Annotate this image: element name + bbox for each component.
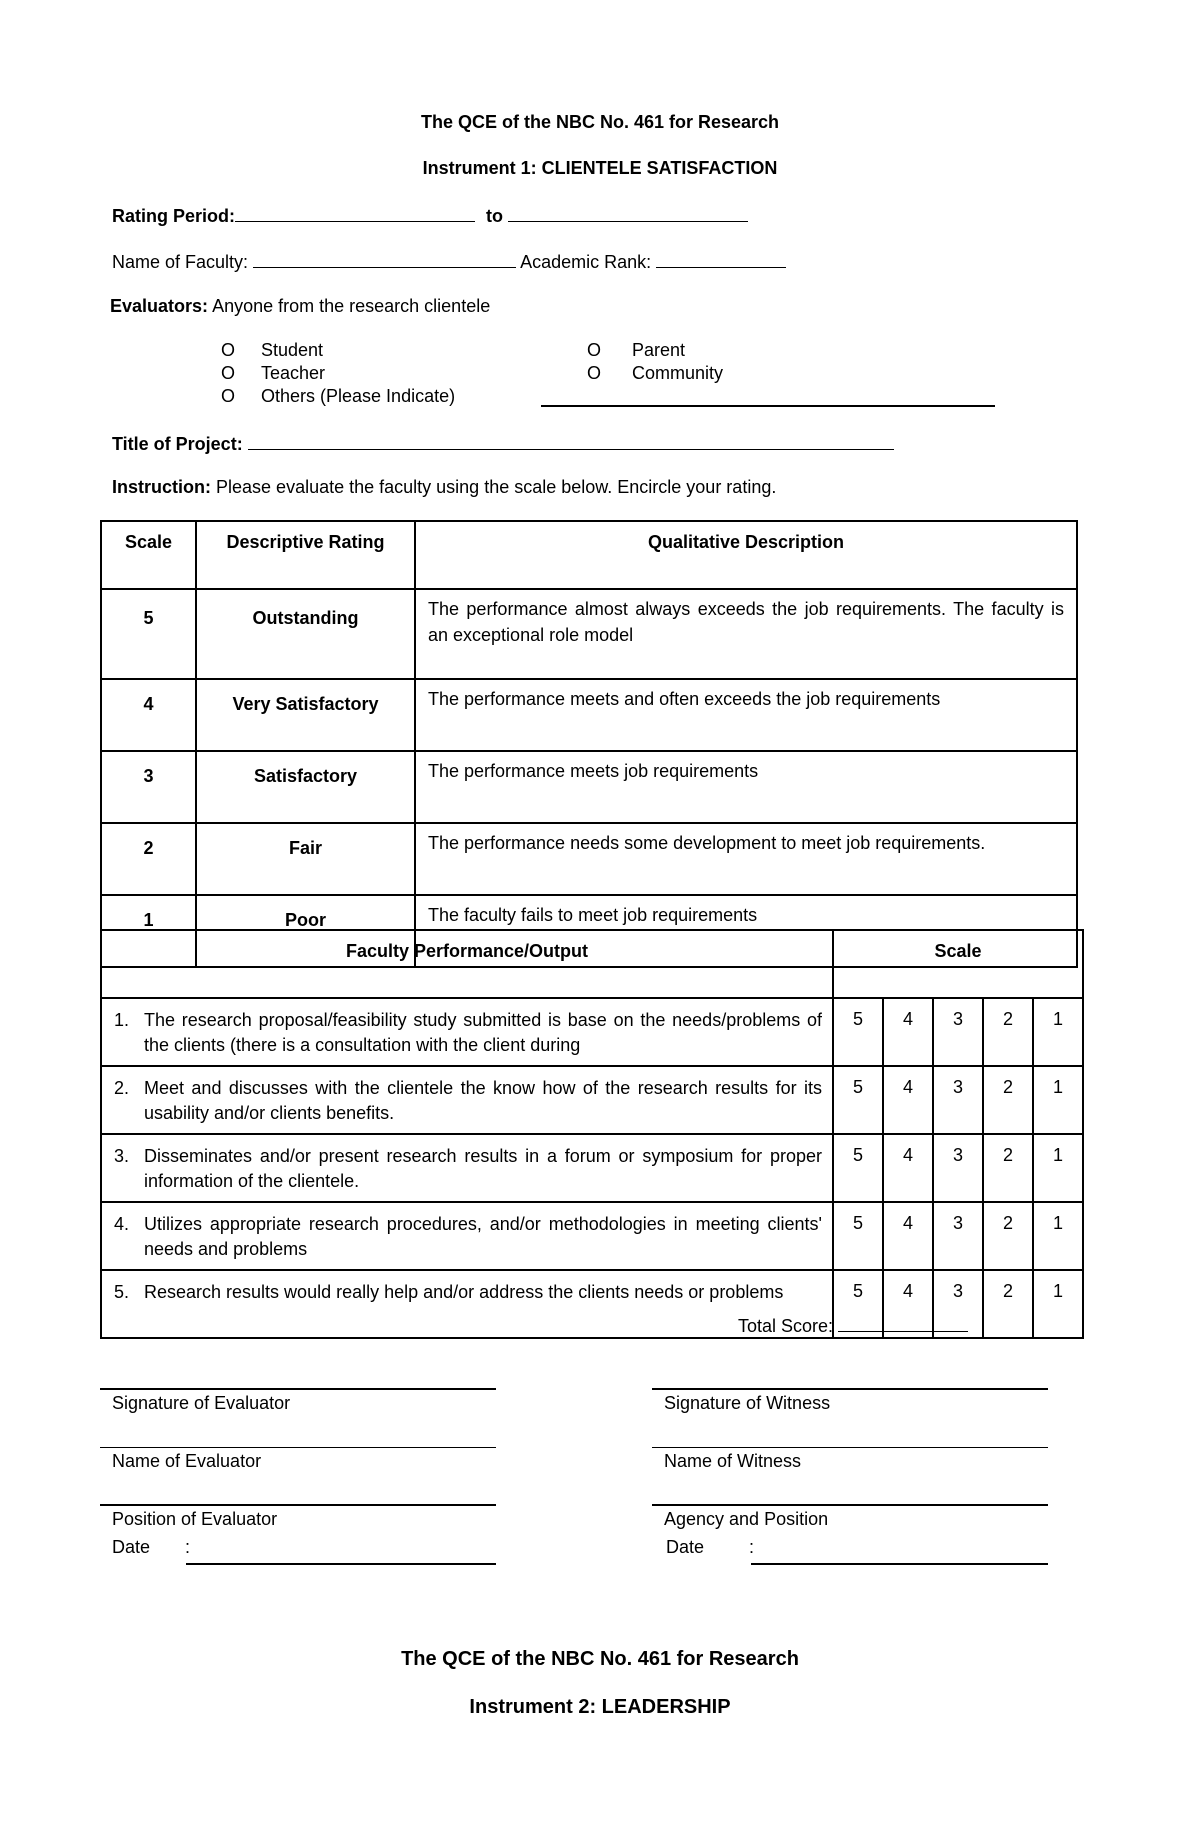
table-row: 2 Fair The performance needs some development to meet job requirements. [101,823,1077,895]
others-indicate-field[interactable] [541,405,995,407]
table-row: 4 Very Satisfactory The performance meets and often exceeds the job requirements [101,679,1077,751]
rating-option-1[interactable]: 1 [1033,1270,1083,1338]
table-row: 5 Outstanding The performance almost always exceeds the job requirements. The faculty is an exceptional role model [101,589,1077,679]
faculty-name-label: Name of Faculty: [112,252,249,272]
rating-scale-header-row [101,521,1077,589]
option-parent[interactable]: O Parent [587,340,686,360]
radio-marker[interactable]: O [587,363,602,383]
evaluators-label: Evaluators: [110,296,209,316]
date-witness-label: Date [666,1537,705,1557]
table-row: 1 Poor The faculty fails to meet job requirements [101,895,1077,967]
witness-signature-line[interactable] [652,1388,1048,1390]
table-row: 5. Research results would really help and/or address the clients needs or problems 5 4 3 2 1 [101,1270,1083,1338]
option-others[interactable]: O Others (Please Indicate) [221,386,456,406]
rating-option-1[interactable]: 1 [1033,998,1083,1066]
rating-period-to-label: to [486,206,504,226]
signature-witness-label: Signature of Witness [664,1393,831,1413]
header-descriptive-rating: Descriptive Rating [196,521,415,589]
rating-option-2[interactable]: 2 [983,1202,1033,1270]
form-title: The QCE of the NBC No. 461 for Research [420,112,780,132]
radio-marker[interactable]: O [221,340,236,360]
radio-marker[interactable]: O [221,386,236,406]
instrument-title: Instrument 1: CLIENTELE SATISFACTION [422,158,778,178]
rating-option-2[interactable]: 2 [983,1270,1033,1338]
evaluator-date-line[interactable] [186,1563,496,1565]
option-community[interactable]: O Community [587,363,724,383]
academic-rank-label: Academic Rank: [520,252,652,272]
next-instrument-title: Instrument 2: LEADERSHIP [469,1696,731,1718]
total-score-field[interactable] [838,1313,968,1332]
academic-rank-field[interactable] [656,249,786,268]
rating-option-5[interactable]: 5 [833,1134,883,1202]
radio-marker[interactable]: O [587,340,602,360]
next-form-title: The QCE of the NBC No. 461 for Research [401,1648,799,1670]
rating-period-row [112,203,748,227]
evaluator-name-line[interactable] [100,1447,496,1448]
position-evaluator-label: Position of Evaluator [112,1509,278,1529]
rating-option-4[interactable]: 4 [883,1270,933,1338]
instruction-text: Please evaluate the faculty using the scale below. Encircle your rating. [216,477,777,497]
header-qualitative-description: Qualitative Description [415,521,1077,589]
name-evaluator-label: Name of Evaluator [112,1451,262,1471]
date-witness-colon: : [749,1537,755,1557]
total-score-row [738,1313,968,1337]
instruction-label: Instruction: [112,477,211,497]
signature-evaluator-label: Signature of Evaluator [112,1393,291,1413]
rating-option-2[interactable]: 2 [983,1134,1033,1202]
radio-marker[interactable]: O [221,363,236,383]
rating-option-2[interactable]: 2 [983,1066,1033,1134]
option-student[interactable]: O Student [221,340,324,360]
rating-option-3[interactable]: 3 [933,998,983,1066]
performance-table [100,929,1084,1339]
evaluator-signature-line[interactable] [100,1388,496,1390]
rating-option-5[interactable]: 5 [833,1202,883,1270]
total-score-label: Total Score: [738,1316,834,1336]
rating-option-3[interactable]: 3 [933,1270,983,1338]
witness-date-line[interactable] [751,1563,1048,1565]
rating-option-1[interactable]: 1 [1033,1066,1083,1134]
header-scale: Scale [101,521,196,589]
rating-option-4[interactable]: 4 [883,998,933,1066]
witness-name-line[interactable] [652,1447,1048,1448]
table-row: 4. Utilizes appropriate research procedures, and/or methodologies in meeting clients' needs and problems 5 4 3 2 1 [101,1202,1083,1270]
rating-option-5[interactable]: 5 [833,1270,883,1338]
rating-option-1[interactable]: 1 [1033,1134,1083,1202]
rating-option-4[interactable]: 4 [883,1202,933,1270]
project-label: Title of Project: [112,434,243,454]
performance-header-row [101,930,1083,998]
rating-period-label: Rating Period: [112,206,236,226]
rating-scale-table [100,520,1078,968]
date-evaluator-colon: : [185,1537,191,1557]
evaluator-position-line[interactable] [100,1504,496,1506]
witness-agency-line[interactable] [652,1504,1048,1506]
rating-option-4[interactable]: 4 [883,1134,933,1202]
evaluators-row [110,296,490,317]
rating-option-3[interactable]: 3 [933,1202,983,1270]
rating-option-4[interactable]: 4 [883,1066,933,1134]
rating-option-1[interactable]: 1 [1033,1202,1083,1270]
evaluator-options-left [221,339,455,408]
table-row: 1. The research proposal/feasibility study submitted is base on the needs/problems of the clients (there is a consultation with the client during 5 4 3 2 1 [101,998,1083,1066]
option-teacher[interactable]: O Teacher [221,363,326,383]
agency-position-label: Agency and Position [664,1509,829,1529]
rating-option-3[interactable]: 3 [933,1134,983,1202]
faculty-row [112,249,786,273]
faculty-name-field[interactable] [253,249,516,268]
rating-period-start-field[interactable] [235,203,475,222]
rating-period-end-field[interactable] [508,203,748,222]
evaluators-text: Anyone from the research clientele [212,296,491,316]
rating-option-2[interactable]: 2 [983,998,1033,1066]
table-row: 3. Disseminates and/or present research results in a forum or symposium for proper information of the clientele. 5 4 3 2 1 [101,1134,1083,1202]
table-row: 2. Meet and discusses with the clientele the know how of the research results for its usability and/or clients benefits. 5 4 3 2 1 [101,1066,1083,1134]
rating-option-5[interactable]: 5 [833,1066,883,1134]
date-evaluator-label: Date [112,1537,151,1557]
table-row: 3 Satisfactory The performance meets job requirements [101,751,1077,823]
project-row [112,431,894,455]
project-title-field[interactable] [248,431,894,450]
evaluator-options-right [587,339,723,385]
name-witness-label: Name of Witness [664,1451,802,1471]
rating-option-3[interactable]: 3 [933,1066,983,1134]
header-scale: Scale [833,930,1083,998]
rating-option-5[interactable]: 5 [833,998,883,1066]
header-faculty-performance: Faculty Performance/Output [101,930,833,998]
instruction-row [112,477,776,498]
